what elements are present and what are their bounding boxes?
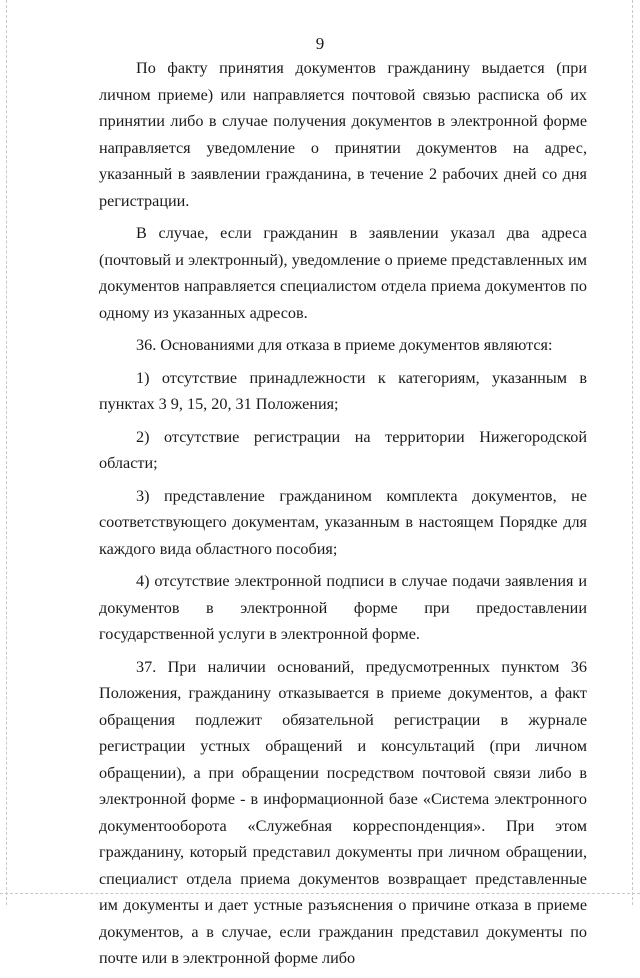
scan-right-edge — [632, 0, 634, 905]
list-item-3: 3) представление гражданином комплекта документов, не соответствующего документам, указанным в настоящем Порядке для каждого вида областного пособия; — [99, 486, 587, 558]
scan-left-edge — [6, 0, 8, 905]
document-body — [99, 55, 587, 978]
paragraph-two-addresses: В случае, если гражданин в заявлении указал два адреса (почтовый и электронный), уведомление о приеме представленных им документов направляется специалистом отдела приема документов по одному из указанных адресов. — [99, 224, 587, 322]
page-number: 9 — [315, 34, 325, 53]
paragraph-37: 37. При наличии оснований, предусмотренных пунктом 36 Положения, гражданину отказывается в приеме документов, а факт обращения подлежит обязательной регистрации в журнале регистрации устных обращений и консультаций (при личном обращении), а при обращении посредством почтовой связи либо в электронной форме - в информационной базе «Система электронного документооборота «Служебная корреспонденция». При этом гражданину, который представил документы при личном обращении, специалист отдела приема документов возвращает представленные им документы и дает устные разъяснения о причине отказа в приеме документов, а в случае, если гражданин представил документы по почте или в электронной форме либо — [99, 657, 587, 967]
list-item-1: 1) отсутствие принадлежности к категориям, указанным в пунктах 3 9, 15, 20, 31 Положения; — [99, 368, 587, 413]
list-item-2: 2) отсутствие регистрации на территории Нижегородской области; — [99, 427, 587, 472]
list-item-4: 4) отсутствие электронной подписи в случае подачи заявления и документов в электронной форме при предоставлении государственной услуги в электронной форме. — [99, 572, 587, 643]
paragraph-receipt-notice: По факту принятия документов гражданину выдается (при личном приеме) или направляется почтовой связью расписка об их принятии либо в случае получения документов в электронной форме направляется уведомление о принятии документов на адрес, указанный в заявлении гражданина, в течение 2 рабочих дней со дня регистрации. — [99, 59, 587, 210]
scan-bottom-edge — [0, 893, 640, 894]
paragraph-36-heading: 36. Основаниями для отказа в приеме документов являются: — [136, 336, 553, 354]
